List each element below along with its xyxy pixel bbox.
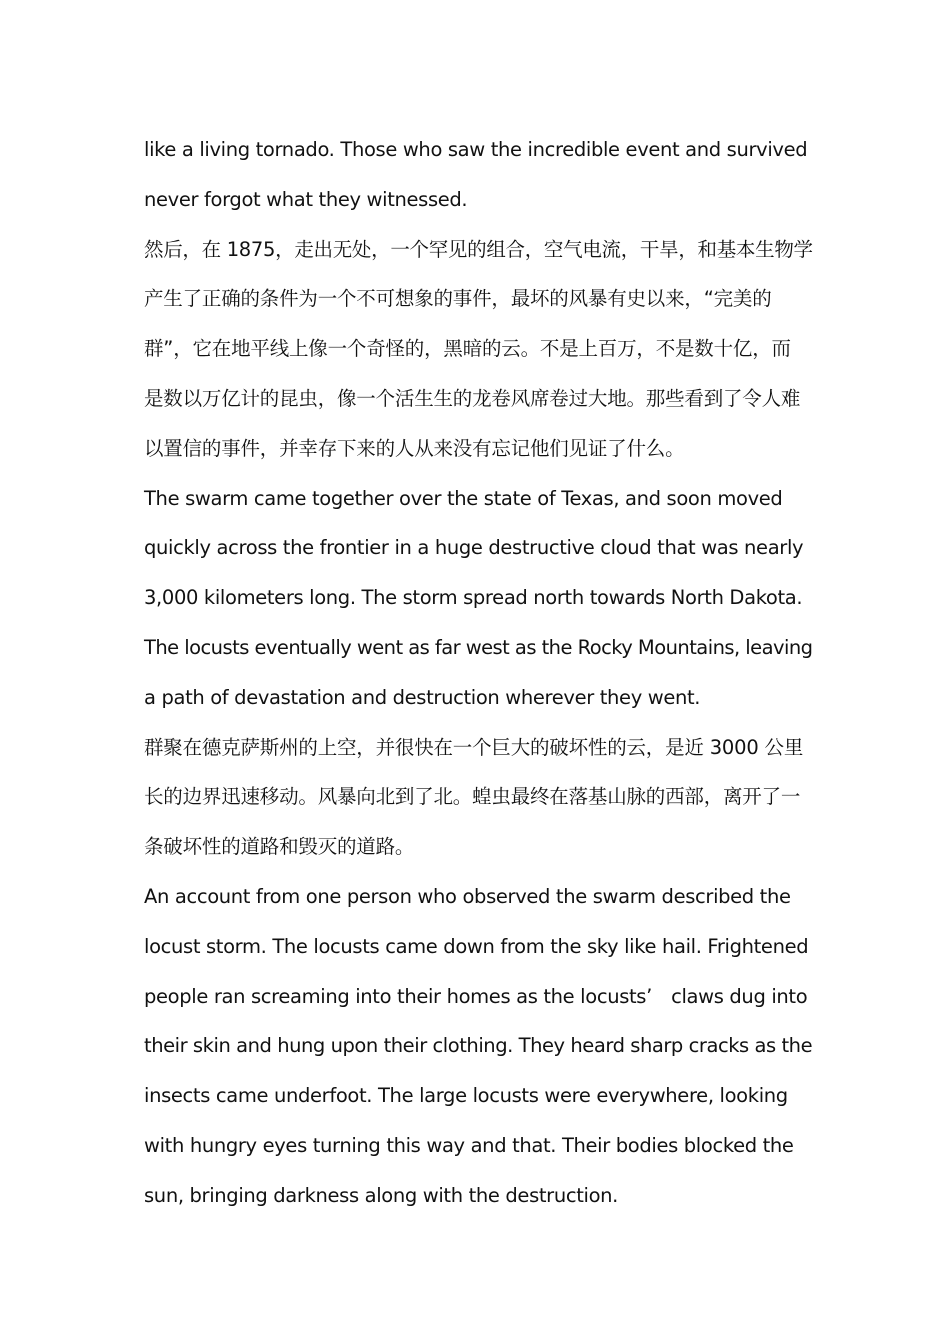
paragraph-en-3 bbox=[144, 872, 814, 1221]
text-body bbox=[144, 125, 814, 1221]
text-line: never forgot what they witnessed. bbox=[144, 187, 468, 211]
text-line: people ran screaming into their homes as the locusts’ claws dug into bbox=[144, 984, 808, 1008]
text-line: locust storm. The locusts came down from the sky like hail. Frightened bbox=[144, 934, 809, 958]
text-line: The swarm came together over the state of Texas, and soon moved bbox=[144, 486, 783, 510]
text-line: their skin and hung upon their clothing. They heard sharp cracks as the bbox=[144, 1034, 813, 1058]
text-line: like a living tornado. Those who saw the incredible event and survived bbox=[144, 138, 808, 161]
text-line: insects came underfoot. The large locusts were everywhere, looking bbox=[144, 1084, 788, 1108]
paragraph-en-2 bbox=[144, 474, 814, 723]
text-line: 长的边界迅速移动。风暴向北到了北。蝗虫最终在落基山脉的西部，离开了一 bbox=[144, 785, 801, 809]
text-line: 群聚在德克萨斯州的上空，并很快在一个巨大的破坏性的云，是近 3000 公里 bbox=[144, 735, 804, 759]
text-line: a path of devastation and destruction wherever they went. bbox=[144, 685, 701, 709]
text-line: 是数以万亿计的昆虫，像一个活生生的龙卷风席卷过大地。那些看到了令人难 bbox=[144, 386, 801, 410]
paragraph-zh-1 bbox=[144, 225, 814, 474]
text-line: 条破坏性的道路和毁灭的道路。 bbox=[144, 835, 415, 859]
text-line: The locusts eventually went as far west as the Rocky Mountains, leaving bbox=[144, 635, 813, 659]
text-line: 然后，在 1875，走出无处，一个罕见的组合，空气电流，干旱，和基本生物学 bbox=[144, 237, 813, 261]
paragraph-en-1 bbox=[144, 125, 814, 225]
text-line: 产生了正确的条件为一个不可想象的事件，最坏的风暴有史以来，“完美的 bbox=[144, 287, 772, 311]
text-line: sun, bringing darkness along with the destruction. bbox=[144, 1183, 619, 1207]
paragraph-zh-2 bbox=[144, 723, 814, 872]
text-line: quickly across the frontier in a huge destructive cloud that was nearly bbox=[144, 536, 804, 560]
text-line: An account from one person who observed the swarm described the bbox=[144, 884, 791, 908]
text-line: 以置信的事件，并幸存下来的人从来没有忘记他们见证了什么。 bbox=[144, 436, 685, 460]
text-line: 3,000 kilometers long. The storm spread north towards North Dakota. bbox=[144, 586, 803, 610]
text-line: 群”，它在地平线上像一个奇怪的，黑暗的云。不是上百万，不是数十亿，而 bbox=[144, 337, 791, 361]
text-line: with hungry eyes turning this way and that. Their bodies blocked the bbox=[144, 1133, 794, 1157]
